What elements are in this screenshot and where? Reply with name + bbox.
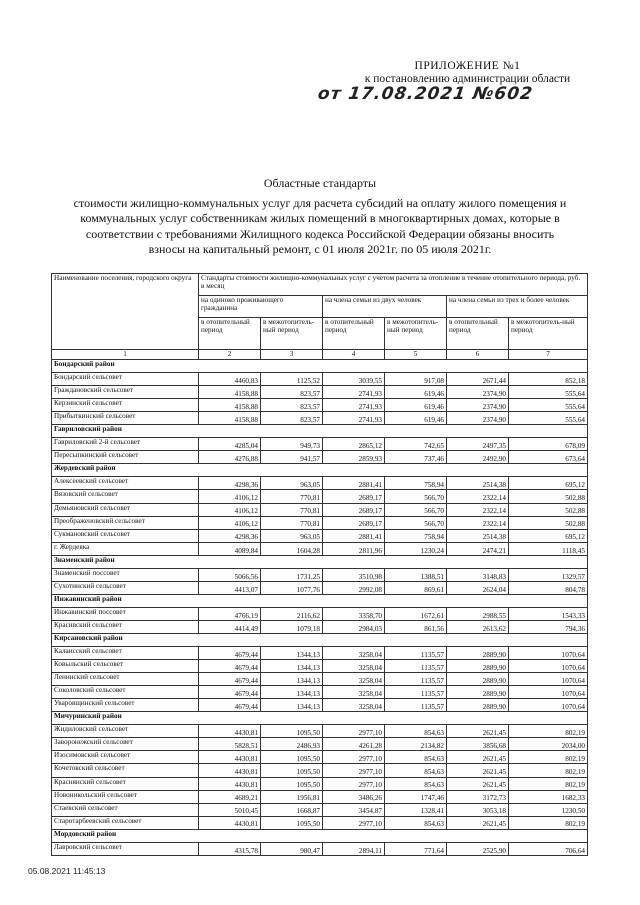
table-row: [52, 568, 588, 581]
value-cell: 1095,50: [261, 751, 323, 764]
settlement-name: Старотарбеевский сельсовет: [52, 816, 199, 829]
value-cell: 2474,21: [447, 542, 509, 555]
settlement-name: Кочетовский сельсовет: [52, 764, 199, 777]
value-cell: 794,36: [509, 620, 588, 633]
value-cell: 1672,61: [385, 607, 447, 620]
value-cell: 2322,14: [447, 516, 509, 529]
district-row: [52, 555, 588, 568]
value-cell: 802,19: [509, 816, 588, 829]
value-cell: 2621,45: [447, 764, 509, 777]
table-row: [52, 738, 588, 751]
value-cell: 2865,12: [323, 438, 385, 451]
settlement-name: Красивский сельсовет: [52, 620, 199, 633]
value-cell: 2741,93: [323, 386, 385, 399]
header-standards: Стандарты стоимости жилищно-коммунальных услуг с учетом расчета за отопление в течение отопительного периода, руб. в месяц: [199, 274, 588, 296]
value-cell: 3172,73: [447, 790, 509, 803]
document-title: [40, 176, 600, 258]
table-row: [52, 647, 588, 660]
district-name: Бондарский район: [52, 360, 588, 373]
settlement-name: Бондарский сельсовет: [52, 373, 199, 386]
header-non-heating: в межотопитель-ный период: [509, 318, 588, 350]
table-row: [52, 790, 588, 803]
value-cell: 2977,10: [323, 751, 385, 764]
value-cell: 4276,88: [199, 451, 261, 464]
value-cell: 2889,90: [447, 699, 509, 712]
value-cell: 2977,10: [323, 725, 385, 738]
district-name: Мордовский район: [52, 829, 588, 842]
title-line-4: соответствии с требованиями Жилищного кодекса Российской Федерации обязаны вносить: [85, 226, 555, 241]
settlement-name: Соколовский сельсовет: [52, 686, 199, 699]
value-cell: 1956,81: [261, 790, 323, 803]
settlement-name: Преображеновский сельсовет: [52, 516, 199, 529]
value-cell: 678,09: [509, 438, 588, 451]
value-cell: 3039,55: [323, 373, 385, 386]
value-cell: 1070,64: [509, 699, 588, 712]
value-cell: 861,56: [385, 620, 447, 633]
district-name: Гавриловский район: [52, 425, 588, 438]
table-row: [52, 686, 588, 699]
value-cell: 555,64: [509, 399, 588, 412]
settlement-name: Жидиловский сельсовет: [52, 725, 199, 738]
value-cell: 502,88: [509, 516, 588, 529]
header-single: на одиноко проживающего гражданина: [199, 296, 323, 318]
table-row: [52, 451, 588, 464]
table-row: [52, 764, 588, 777]
decree-handwritten: от 17.08.2021 №602: [316, 84, 535, 104]
settlement-name: Сухотинский сельсовет: [52, 581, 199, 594]
value-cell: 2988,55: [447, 607, 509, 620]
value-cell: 1135,57: [385, 660, 447, 673]
value-cell: 2811,96: [323, 542, 385, 555]
value-cell: 869,61: [385, 581, 447, 594]
value-cell: 2497,35: [447, 438, 509, 451]
value-cell: 770,81: [261, 490, 323, 503]
district-row: [52, 464, 588, 477]
district-name: Знаменский район: [52, 555, 588, 568]
value-cell: 3510,98: [323, 568, 385, 581]
value-cell: 1070,64: [509, 660, 588, 673]
value-cell: 2514,38: [447, 529, 509, 542]
value-cell: 2374,90: [447, 386, 509, 399]
value-cell: 695,12: [509, 477, 588, 490]
value-cell: 566,70: [385, 503, 447, 516]
header-non-heating: в межотопитель-ный период: [385, 318, 447, 350]
settlement-name: Знаменский поссовет: [52, 568, 199, 581]
value-cell: 2621,45: [447, 816, 509, 829]
settlement-name: Стаевский сельсовет: [52, 803, 199, 816]
settlement-name: Калаисский сельсовет: [52, 647, 199, 660]
settlement-name: Инжавинский поссовет: [52, 607, 199, 620]
value-cell: 758,94: [385, 477, 447, 490]
value-cell: 4430,81: [199, 777, 261, 790]
value-cell: 3148,83: [447, 568, 509, 581]
value-cell: 2689,17: [323, 490, 385, 503]
value-cell: 802,19: [509, 777, 588, 790]
header-heating: в отопительный период: [199, 318, 261, 350]
value-cell: 2689,17: [323, 516, 385, 529]
value-cell: 4106,12: [199, 490, 261, 503]
table-row: [52, 673, 588, 686]
value-cell: 1070,64: [509, 673, 588, 686]
district-row: [52, 360, 588, 373]
value-cell: 2525,90: [447, 842, 509, 855]
value-cell: 854,63: [385, 751, 447, 764]
value-cell: 802,19: [509, 751, 588, 764]
value-cell: 5828,51: [199, 738, 261, 751]
value-cell: 1329,57: [509, 568, 588, 581]
table-row: [52, 581, 588, 594]
column-number: 4: [323, 350, 385, 360]
value-cell: 619,46: [385, 412, 447, 425]
value-cell: 949,73: [261, 438, 323, 451]
table-row: [52, 529, 588, 542]
value-cell: 4089,84: [199, 542, 261, 555]
value-cell: 4430,81: [199, 725, 261, 738]
value-cell: 555,64: [509, 386, 588, 399]
title-line-1: Областные стандарты: [263, 176, 377, 190]
value-cell: 2977,10: [323, 764, 385, 777]
value-cell: 2889,90: [447, 647, 509, 660]
settlement-name: Лавровский сельсовет: [52, 842, 199, 855]
value-cell: 3258,04: [323, 686, 385, 699]
header-two: на члена семьи из двух человек: [323, 296, 447, 318]
settlement-name: Пересыпкинский сельсовет: [52, 451, 199, 464]
value-cell: 1095,50: [261, 816, 323, 829]
value-cell: 2741,93: [323, 412, 385, 425]
value-cell: 4414,49: [199, 620, 261, 633]
value-cell: 1077,76: [261, 581, 323, 594]
value-cell: 802,19: [509, 725, 588, 738]
table-row: [52, 607, 588, 620]
value-cell: 963,05: [261, 529, 323, 542]
value-cell: 2859,93: [323, 451, 385, 464]
value-cell: 3258,04: [323, 647, 385, 660]
header-heating: в отопительный период: [323, 318, 385, 350]
value-cell: 555,64: [509, 412, 588, 425]
table-row: [52, 373, 588, 386]
value-cell: 2992,08: [323, 581, 385, 594]
header-non-heating: в межотопитель-ный период: [261, 318, 323, 350]
settlement-name: Уваровщинский сельсовет: [52, 699, 199, 712]
value-cell: 2881,41: [323, 477, 385, 490]
column-number: 5: [385, 350, 447, 360]
value-cell: 1230,24: [385, 542, 447, 555]
district-name: Мичуринский район: [52, 712, 588, 725]
value-cell: 2116,62: [261, 607, 323, 620]
settlement-name: Заворонежский сельсовет: [52, 738, 199, 751]
table-row: [52, 751, 588, 764]
print-timestamp: 05.08.2021 11:45:13: [28, 866, 106, 876]
value-cell: 706,64: [509, 842, 588, 855]
district-name: Инжавинский район: [52, 594, 588, 607]
value-cell: 4679,44: [199, 673, 261, 686]
value-cell: 2621,45: [447, 777, 509, 790]
settlement-name: Керзинский сельсовет: [52, 399, 199, 412]
value-cell: 4158,88: [199, 399, 261, 412]
settlement-name: Новоникольский сельсовет: [52, 790, 199, 803]
value-cell: 1604,28: [261, 542, 323, 555]
value-cell: 2894,11: [323, 842, 385, 855]
district-name: Кирсановский район: [52, 633, 588, 646]
value-cell: 854,63: [385, 764, 447, 777]
settlement-name: Гавриловский 2-й сельсовет: [52, 438, 199, 451]
title-line-3: коммунальных услуг собственникам жилых помещений в многоквартирных домах, которые в: [80, 211, 560, 225]
value-cell: 566,70: [385, 490, 447, 503]
value-cell: 758,94: [385, 529, 447, 542]
value-cell: 4315,78: [199, 842, 261, 855]
value-cell: 1125,52: [261, 373, 323, 386]
value-cell: 619,46: [385, 386, 447, 399]
value-cell: 4430,81: [199, 751, 261, 764]
district-row: [52, 829, 588, 842]
value-cell: 4460,83: [199, 373, 261, 386]
table-row: [52, 438, 588, 451]
value-cell: 917,08: [385, 373, 447, 386]
settlement-name: Алексеевский сельсовет: [52, 477, 199, 490]
value-cell: 502,88: [509, 490, 588, 503]
value-cell: 1095,50: [261, 764, 323, 777]
appendix-title: ПРИЛОЖЕНИЕ №1: [414, 60, 521, 72]
value-cell: 1079,18: [261, 620, 323, 633]
value-cell: 1344,13: [261, 660, 323, 673]
value-cell: 1135,57: [385, 673, 447, 686]
value-cell: 2671,44: [447, 373, 509, 386]
value-cell: 4689,21: [199, 790, 261, 803]
value-cell: 4298,36: [199, 529, 261, 542]
title-line-5: взносы на капитальный ремонт, с 01 июля 2021г. по 05 июля 2021г.: [148, 242, 492, 256]
value-cell: 2889,90: [447, 660, 509, 673]
value-cell: 2621,45: [447, 751, 509, 764]
value-cell: 3258,04: [323, 660, 385, 673]
value-cell: 4430,81: [199, 764, 261, 777]
table-row: [52, 386, 588, 399]
header-name-col: Наименование поселения, городского округа: [52, 274, 199, 350]
value-cell: 802,19: [509, 764, 588, 777]
value-cell: 1230,50: [509, 803, 588, 816]
value-cell: 1118,45: [509, 542, 588, 555]
value-cell: 3258,04: [323, 699, 385, 712]
table-row: [52, 516, 588, 529]
value-cell: 854,63: [385, 777, 447, 790]
value-cell: 2374,90: [447, 412, 509, 425]
value-cell: 3856,68: [447, 738, 509, 751]
value-cell: 823,57: [261, 386, 323, 399]
value-cell: 1344,13: [261, 686, 323, 699]
settlement-name: Граждановский сельсовет: [52, 386, 199, 399]
value-cell: 1095,50: [261, 725, 323, 738]
value-cell: 1135,57: [385, 686, 447, 699]
value-cell: 2034,00: [509, 738, 588, 751]
table-row: [52, 699, 588, 712]
column-number: 1: [52, 350, 199, 360]
value-cell: 737,46: [385, 451, 447, 464]
value-cell: 1344,13: [261, 699, 323, 712]
title-line-2: стоимости жилищно-коммунальных услуг для расчета субсидий на оплату жилого помещения и: [73, 195, 567, 210]
value-cell: 2977,10: [323, 816, 385, 829]
value-cell: 804,78: [509, 581, 588, 594]
value-cell: 2741,93: [323, 399, 385, 412]
table-row: [52, 490, 588, 503]
value-cell: 1344,13: [261, 647, 323, 660]
district-row: [52, 633, 588, 646]
settlement-name: Вязовский сельсовет: [52, 490, 199, 503]
settlement-name: г. Жердевка: [52, 542, 199, 555]
settlement-name: Краснянский сельсовет: [52, 777, 199, 790]
value-cell: 2689,17: [323, 503, 385, 516]
value-cell: 963,05: [261, 477, 323, 490]
value-cell: 502,88: [509, 503, 588, 516]
value-cell: 1731,25: [261, 568, 323, 581]
value-cell: 2984,03: [323, 620, 385, 633]
value-cell: 4261,28: [323, 738, 385, 751]
table-row: [52, 816, 588, 829]
value-cell: 2514,38: [447, 477, 509, 490]
value-cell: 742,65: [385, 438, 447, 451]
settlement-name: Ковыльский сельсовет: [52, 660, 199, 673]
value-cell: 1682,33: [509, 790, 588, 803]
district-name: Жердевский район: [52, 464, 588, 477]
appendix-header: [340, 60, 595, 86]
value-cell: 2624,04: [447, 581, 509, 594]
value-cell: 2889,90: [447, 686, 509, 699]
value-cell: 1135,57: [385, 699, 447, 712]
standards-table: [51, 273, 588, 856]
value-cell: 823,57: [261, 399, 323, 412]
table-row: [52, 842, 588, 855]
value-cell: 4158,88: [199, 412, 261, 425]
value-cell: 3258,04: [323, 673, 385, 686]
table-row: [52, 399, 588, 412]
value-cell: 2134,82: [385, 738, 447, 751]
table-body: [52, 350, 588, 856]
value-cell: 4679,44: [199, 647, 261, 660]
value-cell: 852,18: [509, 373, 588, 386]
table-row: [52, 542, 588, 555]
value-cell: 854,63: [385, 725, 447, 738]
value-cell: 5066,56: [199, 568, 261, 581]
value-cell: 4766,19: [199, 607, 261, 620]
column-number: 2: [199, 350, 261, 360]
value-cell: 4413,07: [199, 581, 261, 594]
value-cell: 3358,70: [323, 607, 385, 620]
value-cell: 1095,50: [261, 777, 323, 790]
value-cell: 1668,87: [261, 803, 323, 816]
value-cell: 2613,62: [447, 620, 509, 633]
value-cell: 980,47: [261, 842, 323, 855]
value-cell: 2322,14: [447, 503, 509, 516]
table-row: [52, 412, 588, 425]
district-row: [52, 425, 588, 438]
district-row: [52, 712, 588, 725]
column-numbers-row: [52, 350, 588, 360]
value-cell: 4679,44: [199, 699, 261, 712]
value-cell: 1344,13: [261, 673, 323, 686]
column-number: 6: [447, 350, 509, 360]
value-cell: 566,70: [385, 516, 447, 529]
value-cell: 2322,14: [447, 490, 509, 503]
value-cell: 4430,81: [199, 816, 261, 829]
settlement-name: Прибыткинский сельсовет: [52, 412, 199, 425]
value-cell: 1543,33: [509, 607, 588, 620]
table-row: [52, 777, 588, 790]
table-row: [52, 620, 588, 633]
value-cell: 1388,51: [385, 568, 447, 581]
value-cell: 4285,04: [199, 438, 261, 451]
value-cell: 854,63: [385, 816, 447, 829]
value-cell: 2621,45: [447, 725, 509, 738]
value-cell: 4679,44: [199, 686, 261, 699]
value-cell: 770,81: [261, 516, 323, 529]
value-cell: 4106,12: [199, 503, 261, 516]
settlement-name: Ленинский сельсовет: [52, 673, 199, 686]
table-row: [52, 725, 588, 738]
value-cell: 2374,90: [447, 399, 509, 412]
header-heating: в отопительный период: [447, 318, 509, 350]
value-cell: 1328,41: [385, 803, 447, 816]
value-cell: 3486,26: [323, 790, 385, 803]
value-cell: 1135,57: [385, 647, 447, 660]
table-row: [52, 660, 588, 673]
value-cell: 4298,36: [199, 477, 261, 490]
column-number: 7: [509, 350, 588, 360]
value-cell: 941,57: [261, 451, 323, 464]
appendix-subtitle: к постановлению администрации области: [364, 73, 571, 85]
value-cell: 1070,64: [509, 647, 588, 660]
value-cell: 2977,10: [323, 777, 385, 790]
value-cell: 2881,41: [323, 529, 385, 542]
column-number: 3: [261, 350, 323, 360]
value-cell: 1747,46: [385, 790, 447, 803]
value-cell: 4158,88: [199, 386, 261, 399]
value-cell: 2492,90: [447, 451, 509, 464]
value-cell: 673,64: [509, 451, 588, 464]
settlement-name: Демьяновский сельсовет: [52, 503, 199, 516]
header-three: на члена семьи из трех и более человек: [447, 296, 588, 318]
value-cell: 1070,64: [509, 686, 588, 699]
value-cell: 3053,18: [447, 803, 509, 816]
value-cell: 619,46: [385, 399, 447, 412]
table-row: [52, 503, 588, 516]
value-cell: 823,57: [261, 412, 323, 425]
table-row: [52, 477, 588, 490]
value-cell: 695,12: [509, 529, 588, 542]
settlement-name: Изосимовский сельсовет: [52, 751, 199, 764]
value-cell: 4106,12: [199, 516, 261, 529]
value-cell: 4679,44: [199, 660, 261, 673]
value-cell: 770,81: [261, 503, 323, 516]
table-row: [52, 803, 588, 816]
value-cell: 771,64: [385, 842, 447, 855]
settlement-name: Сукмановский сельсовет: [52, 529, 199, 542]
value-cell: 2486,93: [261, 738, 323, 751]
district-row: [52, 594, 588, 607]
value-cell: 5010,45: [199, 803, 261, 816]
value-cell: 3454,87: [323, 803, 385, 816]
value-cell: 2889,90: [447, 673, 509, 686]
